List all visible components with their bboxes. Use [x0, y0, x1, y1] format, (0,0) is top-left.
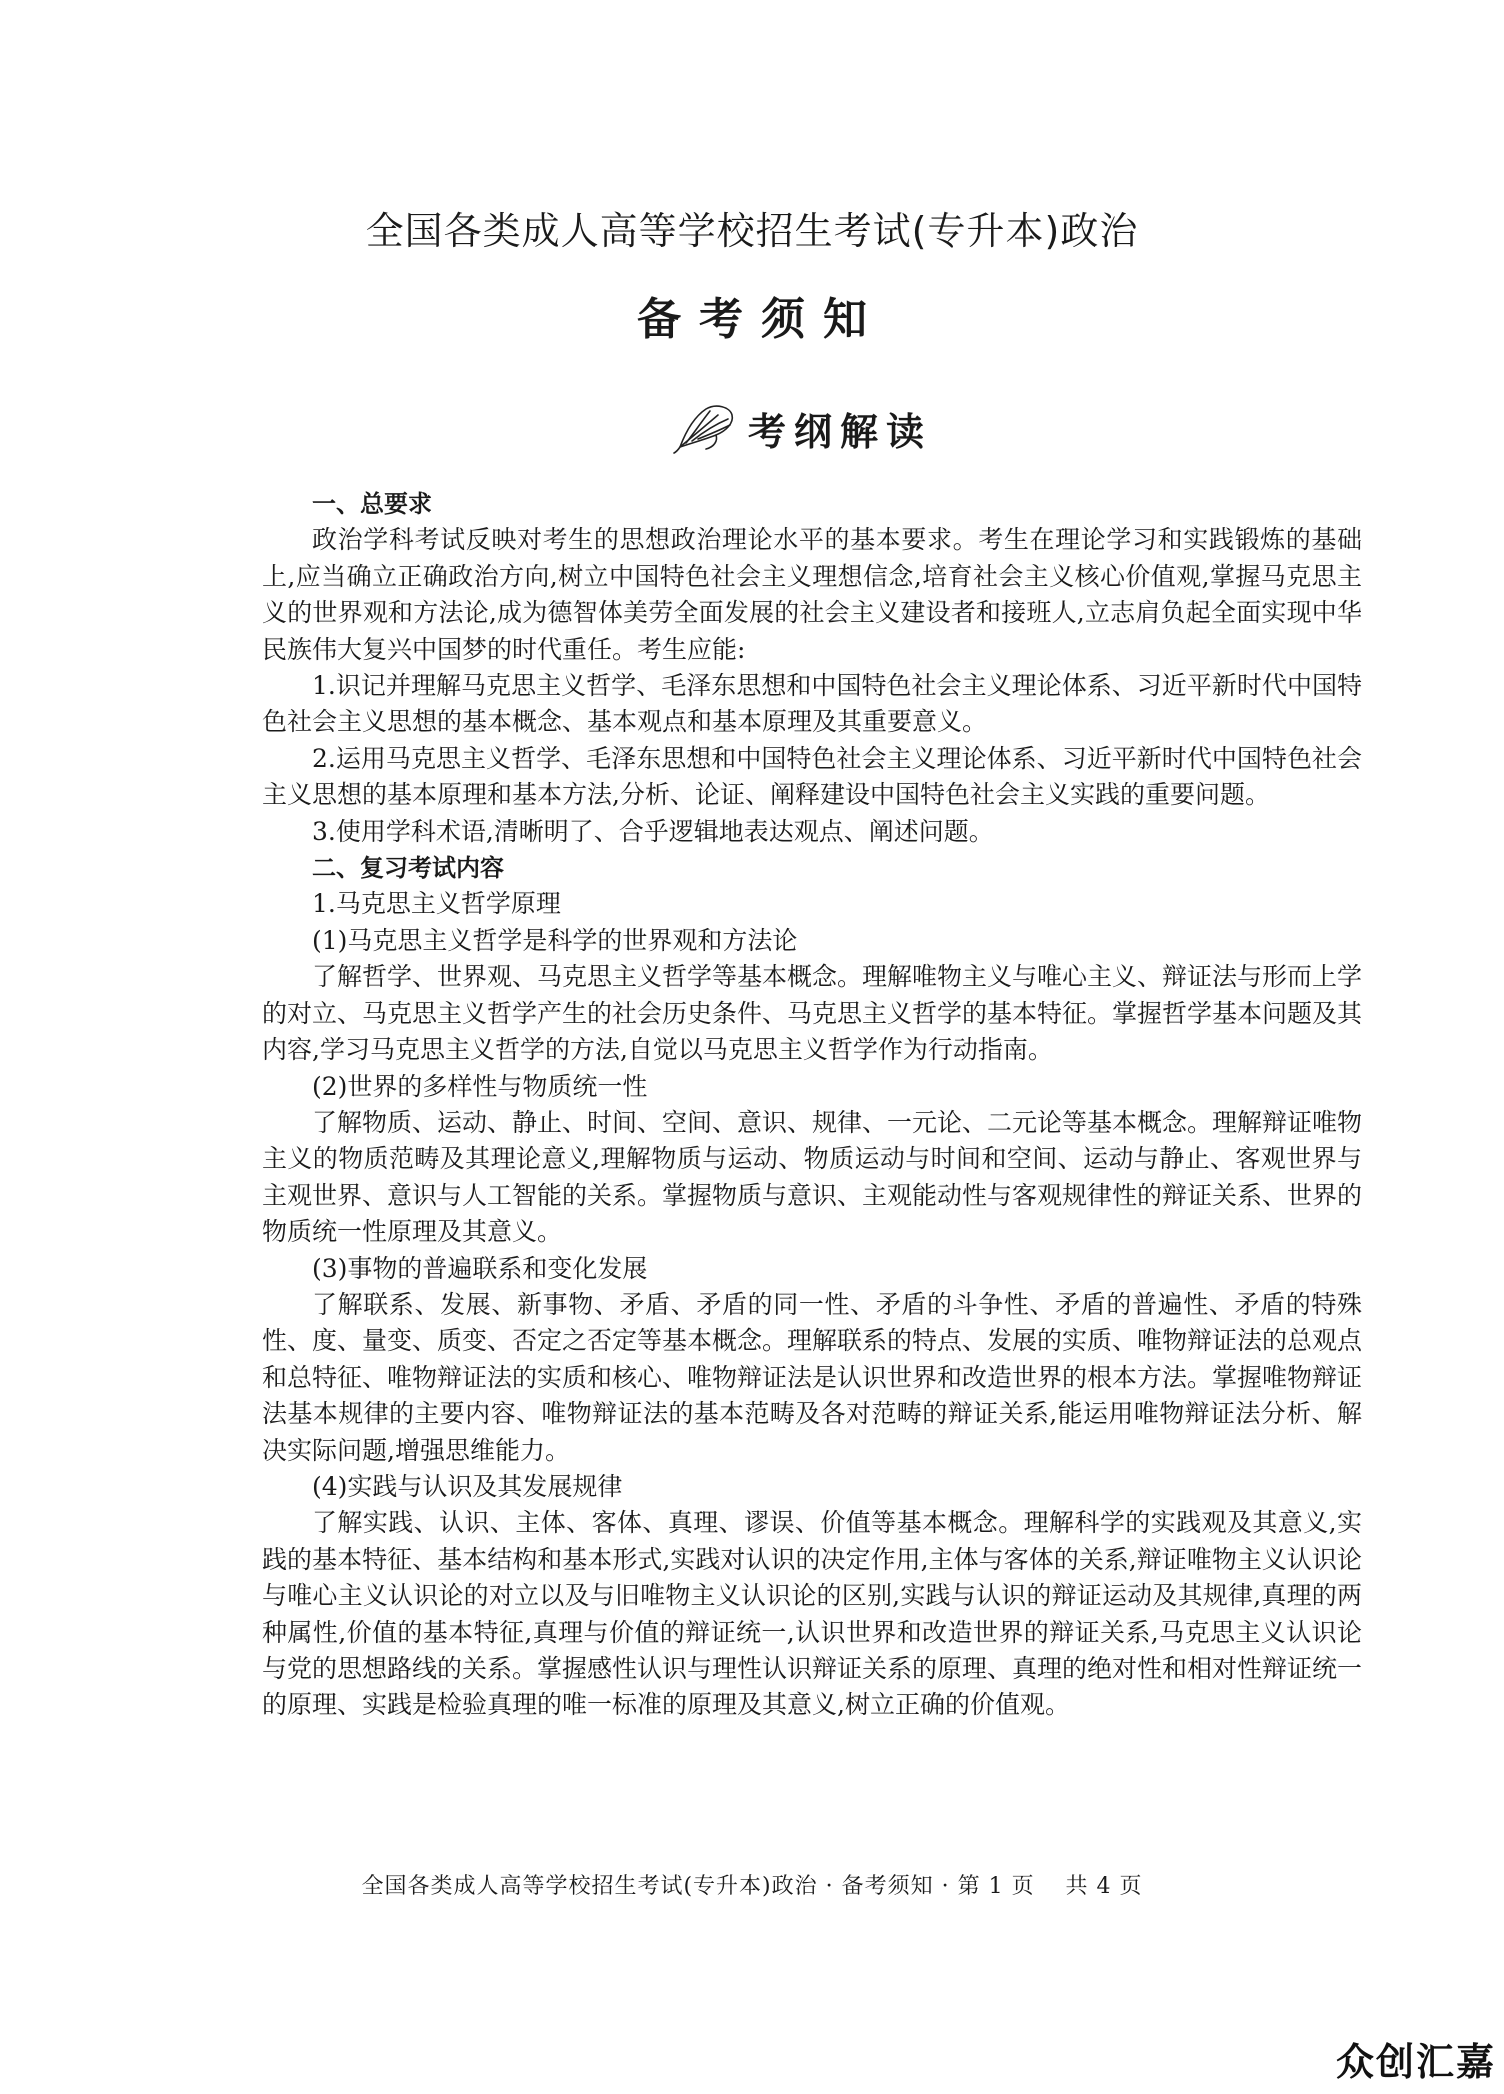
paragraph: 3.使用学科术语,清晰明了、合乎逻辑地表达观点、阐述问题。 — [312, 816, 994, 846]
paragraph: 2.运用马克思主义哲学、毛泽东思想和中国特色社会主义理论体系、习近平新时代中国特色社会主义思想的基本原理和基本方法,分析、论证、阐释建设中国特色社会主义实践的重要问题。 — [262, 743, 1362, 810]
document-subtitle: 备考须知 — [637, 294, 885, 345]
paragraph: 了解物质、运动、静止、时间、空间、意识、规律、一元论、二元论等基本概念。理解辩证唯物主义的物质范畴及其理论意义,理解物质与运动、物质运动与时间和空间、运动与静止、客观世界与主观世界、意识与人工智能的关系。掌握物质与意识、主观能动性与客观规律性的辩证关系、世界的物质统一性原理及其意义。 — [262, 1107, 1363, 1247]
paragraph: (1)马克思主义哲学是科学的世界观和方法论 — [312, 925, 798, 955]
ginkgo-leaf-icon — [672, 401, 738, 455]
watermark-logo: 众创汇嘉 — [1335, 2040, 1496, 2084]
section-heading-label: 考纲解读 — [748, 409, 933, 454]
section-heading — [672, 398, 932, 458]
paragraph: 了解实践、认识、主体、客体、真理、谬误、价值等基本概念。理解科学的实践观及其意义,实践的基本特征、基本结构和基本形式,实践对认识的决定作用,主体与客体的关系,辩证唯物主义认识论与唯心主义认识论的对立以及与旧唯物主义认识论的区别,实践与认识的辩证运动及其规律,真理的两种属性,价值的基本特征,真理与价值的辩证统一,认识世界和改造世界的辩证关系,马克思主义认识论与党的思想路线的关系。掌握感性认识与理性认识辩证关系的原理、真理的绝对性和相对性辩证统一的原理、实践是检验真理的唯一标准的原理及其意义,树立正确的价值观。 — [262, 1508, 1363, 1720]
heading-exam-content: 二、复习考试内容 — [312, 854, 504, 883]
paragraph: 了解哲学、世界观、马克思主义哲学等基本概念。理解唯物主义与唯心主义、辩证法与形而上学的对立、马克思主义哲学产生的社会历史条件、马克思主义哲学的基本特征。掌握哲学基本问题及其内容,学习马克思主义哲学的方法,自觉以马克思主义哲学作为行动指南。 — [262, 962, 1363, 1065]
heading-general-requirements: 一、总要求 — [312, 490, 432, 518]
paragraph: 1.马克思主义哲学原理 — [312, 889, 561, 919]
paragraph: 了解联系、发展、新事物、矛盾、矛盾的同一性、矛盾的斗争性、矛盾的普遍性、矛盾的特殊性、度、量变、质变、否定之否定等基本概念。理解联系的特点、发展的实质、唯物辩证法的总观点和总特征、唯物辩证法的实质和核心、唯物辩证法是认识世界和改造世界的根本方法。掌握唯物辩证法基本规律的主要内容、唯物辩证法的基本范畴及各对范畴的辩证关系,能运用唯物辩证法分析、解决实际问题,增强思维能力。 — [262, 1289, 1363, 1465]
document-title: 全国各类成人高等学校招生考试(专升本)政治 — [365, 209, 1139, 253]
document-body — [262, 486, 1362, 1724]
paragraph: (4)实践与认识及其发展规律 — [312, 1471, 623, 1501]
paragraph: (3)事物的普遍联系和变化发展 — [312, 1253, 648, 1283]
page-footer: 全国各类成人高等学校招生考试(专升本)政治 · 备考须知 · 第 1 页 共 4 页 — [361, 1874, 1143, 1899]
paragraph: (2)世界的多样性与物质统一性 — [312, 1071, 648, 1101]
paragraph: 政治学科考试反映对考生的思想政治理论水平的基本要求。考生在理论学习和实践锻炼的基础上,应当确立正确政治方向,树立中国特色社会主义理想信念,培育社会主义核心价值观,掌握马克思主义的世界观和方法论,成为德智体美劳全面发展的社会主义建设者和接班人,立志肩负起全面实现中华民族伟大复兴中国梦的时代重任。考生应能: — [262, 525, 1362, 664]
paragraph: 1.识记并理解马克思主义哲学、毛泽东思想和中国特色社会主义理论体系、习近平新时代中国特色社会主义思想的基本概念、基本观点和基本原理及其重要意义。 — [262, 671, 1362, 737]
